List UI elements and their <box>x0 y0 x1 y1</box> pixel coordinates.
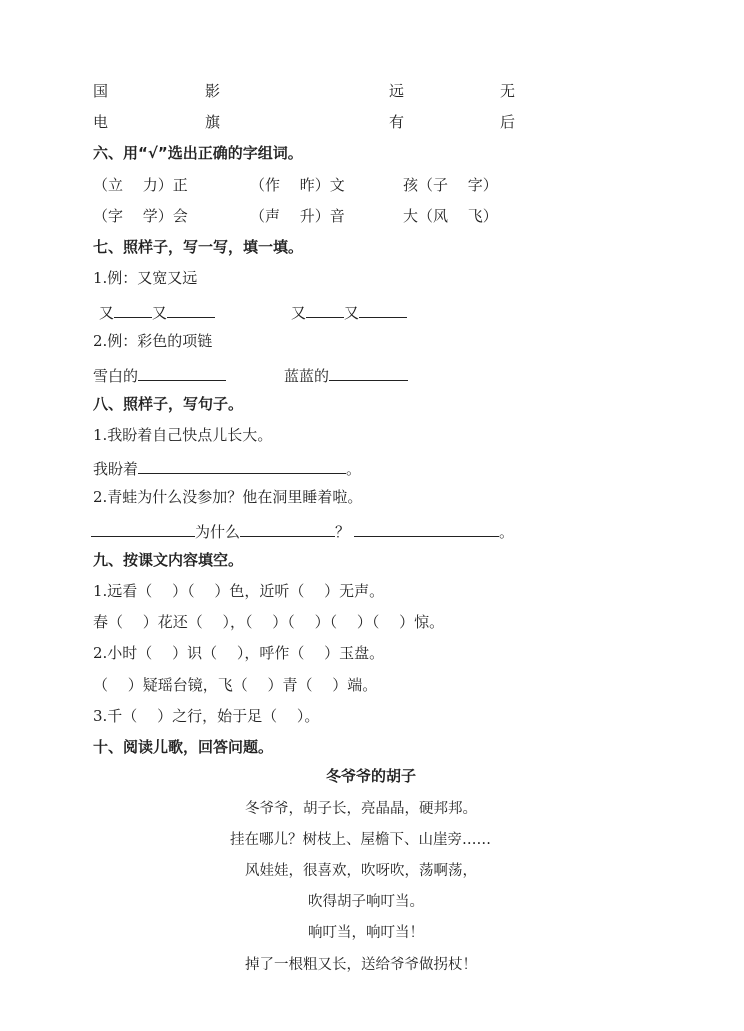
poem-fill-line: 1.远看（ ）（ ）色，近听（ ）无声。 <box>93 582 385 600</box>
example-label: 2.青蛙为什么没参加？他在洞里睡着啦。 <box>93 488 363 506</box>
choice-item: （字 学）会 <box>93 207 188 225</box>
poem-fill-line: 2.小时（ ）识（ ），呼作（ ）玉盘。 <box>93 644 385 662</box>
poem-fill-line: 3.千（ ）之行，始于足（ ）。 <box>93 707 320 725</box>
section10-heading: 十、阅读儿歌，回答问题。 <box>93 738 274 756</box>
word-cell: 电 <box>93 113 109 131</box>
poem-fill-line: （ ）疑瑶台镜，飞（ ）青（ ）端。 <box>93 676 378 694</box>
poem-title <box>0 769 744 784</box>
section6-heading: 六、用“√”选出正确的字组词。 <box>93 144 303 162</box>
punct: 。 <box>499 523 515 541</box>
choice-item: （声 升）音 <box>250 207 345 225</box>
word-cell: 旗 <box>205 113 221 131</box>
blank-line[interactable] <box>91 522 195 537</box>
fill-label: 为什么 <box>195 523 241 541</box>
punct: ？ <box>335 523 351 541</box>
fill-label: 雪白的 <box>93 367 139 385</box>
word-cell: 远 <box>389 82 405 100</box>
fill-group <box>284 366 408 384</box>
choice-item: （立 力）正 <box>93 176 188 194</box>
choice-item: 大（风 飞） <box>403 207 498 225</box>
fill-group <box>93 366 226 384</box>
blank-line[interactable] <box>329 366 408 381</box>
word-cell: 后 <box>500 113 516 131</box>
choice-item: （作 昨）文 <box>250 176 345 194</box>
fill-group <box>354 522 514 540</box>
punct: 。 <box>346 460 362 478</box>
blank-line[interactable] <box>167 303 215 318</box>
example-label: 1.例：又宽又远 <box>93 269 198 287</box>
word-cell: 国 <box>93 82 109 100</box>
blank-line[interactable] <box>359 303 407 318</box>
choice-item: 孩（子 字） <box>403 176 498 194</box>
blank-line[interactable] <box>138 366 226 381</box>
blank-line[interactable] <box>306 303 344 318</box>
poem-line: 冬爷爷，胡子长，亮晶晶，硬邦邦。 <box>245 801 477 817</box>
you-char: 又 <box>152 304 168 322</box>
you-char: 又 <box>291 304 307 322</box>
word-cell: 有 <box>389 113 405 131</box>
poem-line: 掉了一根粗又长，送给爷爷做拐杖！ <box>245 957 477 973</box>
fill-group <box>91 522 350 540</box>
fill-label: 我盼着 <box>93 460 139 478</box>
you-char: 又 <box>99 304 115 322</box>
word-cell: 影 <box>205 82 221 100</box>
section7-heading: 七、照样子，写一写，填一填。 <box>93 238 304 256</box>
poem-line: 响叮当，响叮当！ <box>308 925 424 941</box>
fill-label: 蓝蓝的 <box>284 367 330 385</box>
poem-title-text: 冬爷爷的胡子 <box>325 767 416 785</box>
blank-line[interactable] <box>354 522 499 537</box>
blank-line[interactable] <box>240 522 335 537</box>
fill-group <box>291 303 407 321</box>
fill-group <box>93 459 361 477</box>
section8-heading: 八、照样子，写句子。 <box>93 395 244 413</box>
section9-heading: 九、按课文内容填空。 <box>93 551 244 569</box>
blank-line[interactable] <box>114 303 152 318</box>
fill-group <box>99 303 215 321</box>
poem-fill-line: 春（ ）花还（ ），（ ）（ ）（ ）（ ）惊。 <box>93 613 445 631</box>
example-label: 1.我盼着自己快点儿长大。 <box>93 426 273 444</box>
poem-line: 吹得胡子响叮当。 <box>308 894 424 910</box>
example-label: 2.例：彩色的项链 <box>93 332 213 350</box>
blank-line[interactable] <box>138 459 346 474</box>
poem-line: 风娃娃，很喜欢，吹呀吹，荡啊荡， <box>245 863 477 879</box>
poem-line: 挂在哪儿？树枝上、屋檐下、山崖旁…… <box>230 832 491 848</box>
you-char: 又 <box>344 304 360 322</box>
word-cell: 无 <box>500 82 516 100</box>
